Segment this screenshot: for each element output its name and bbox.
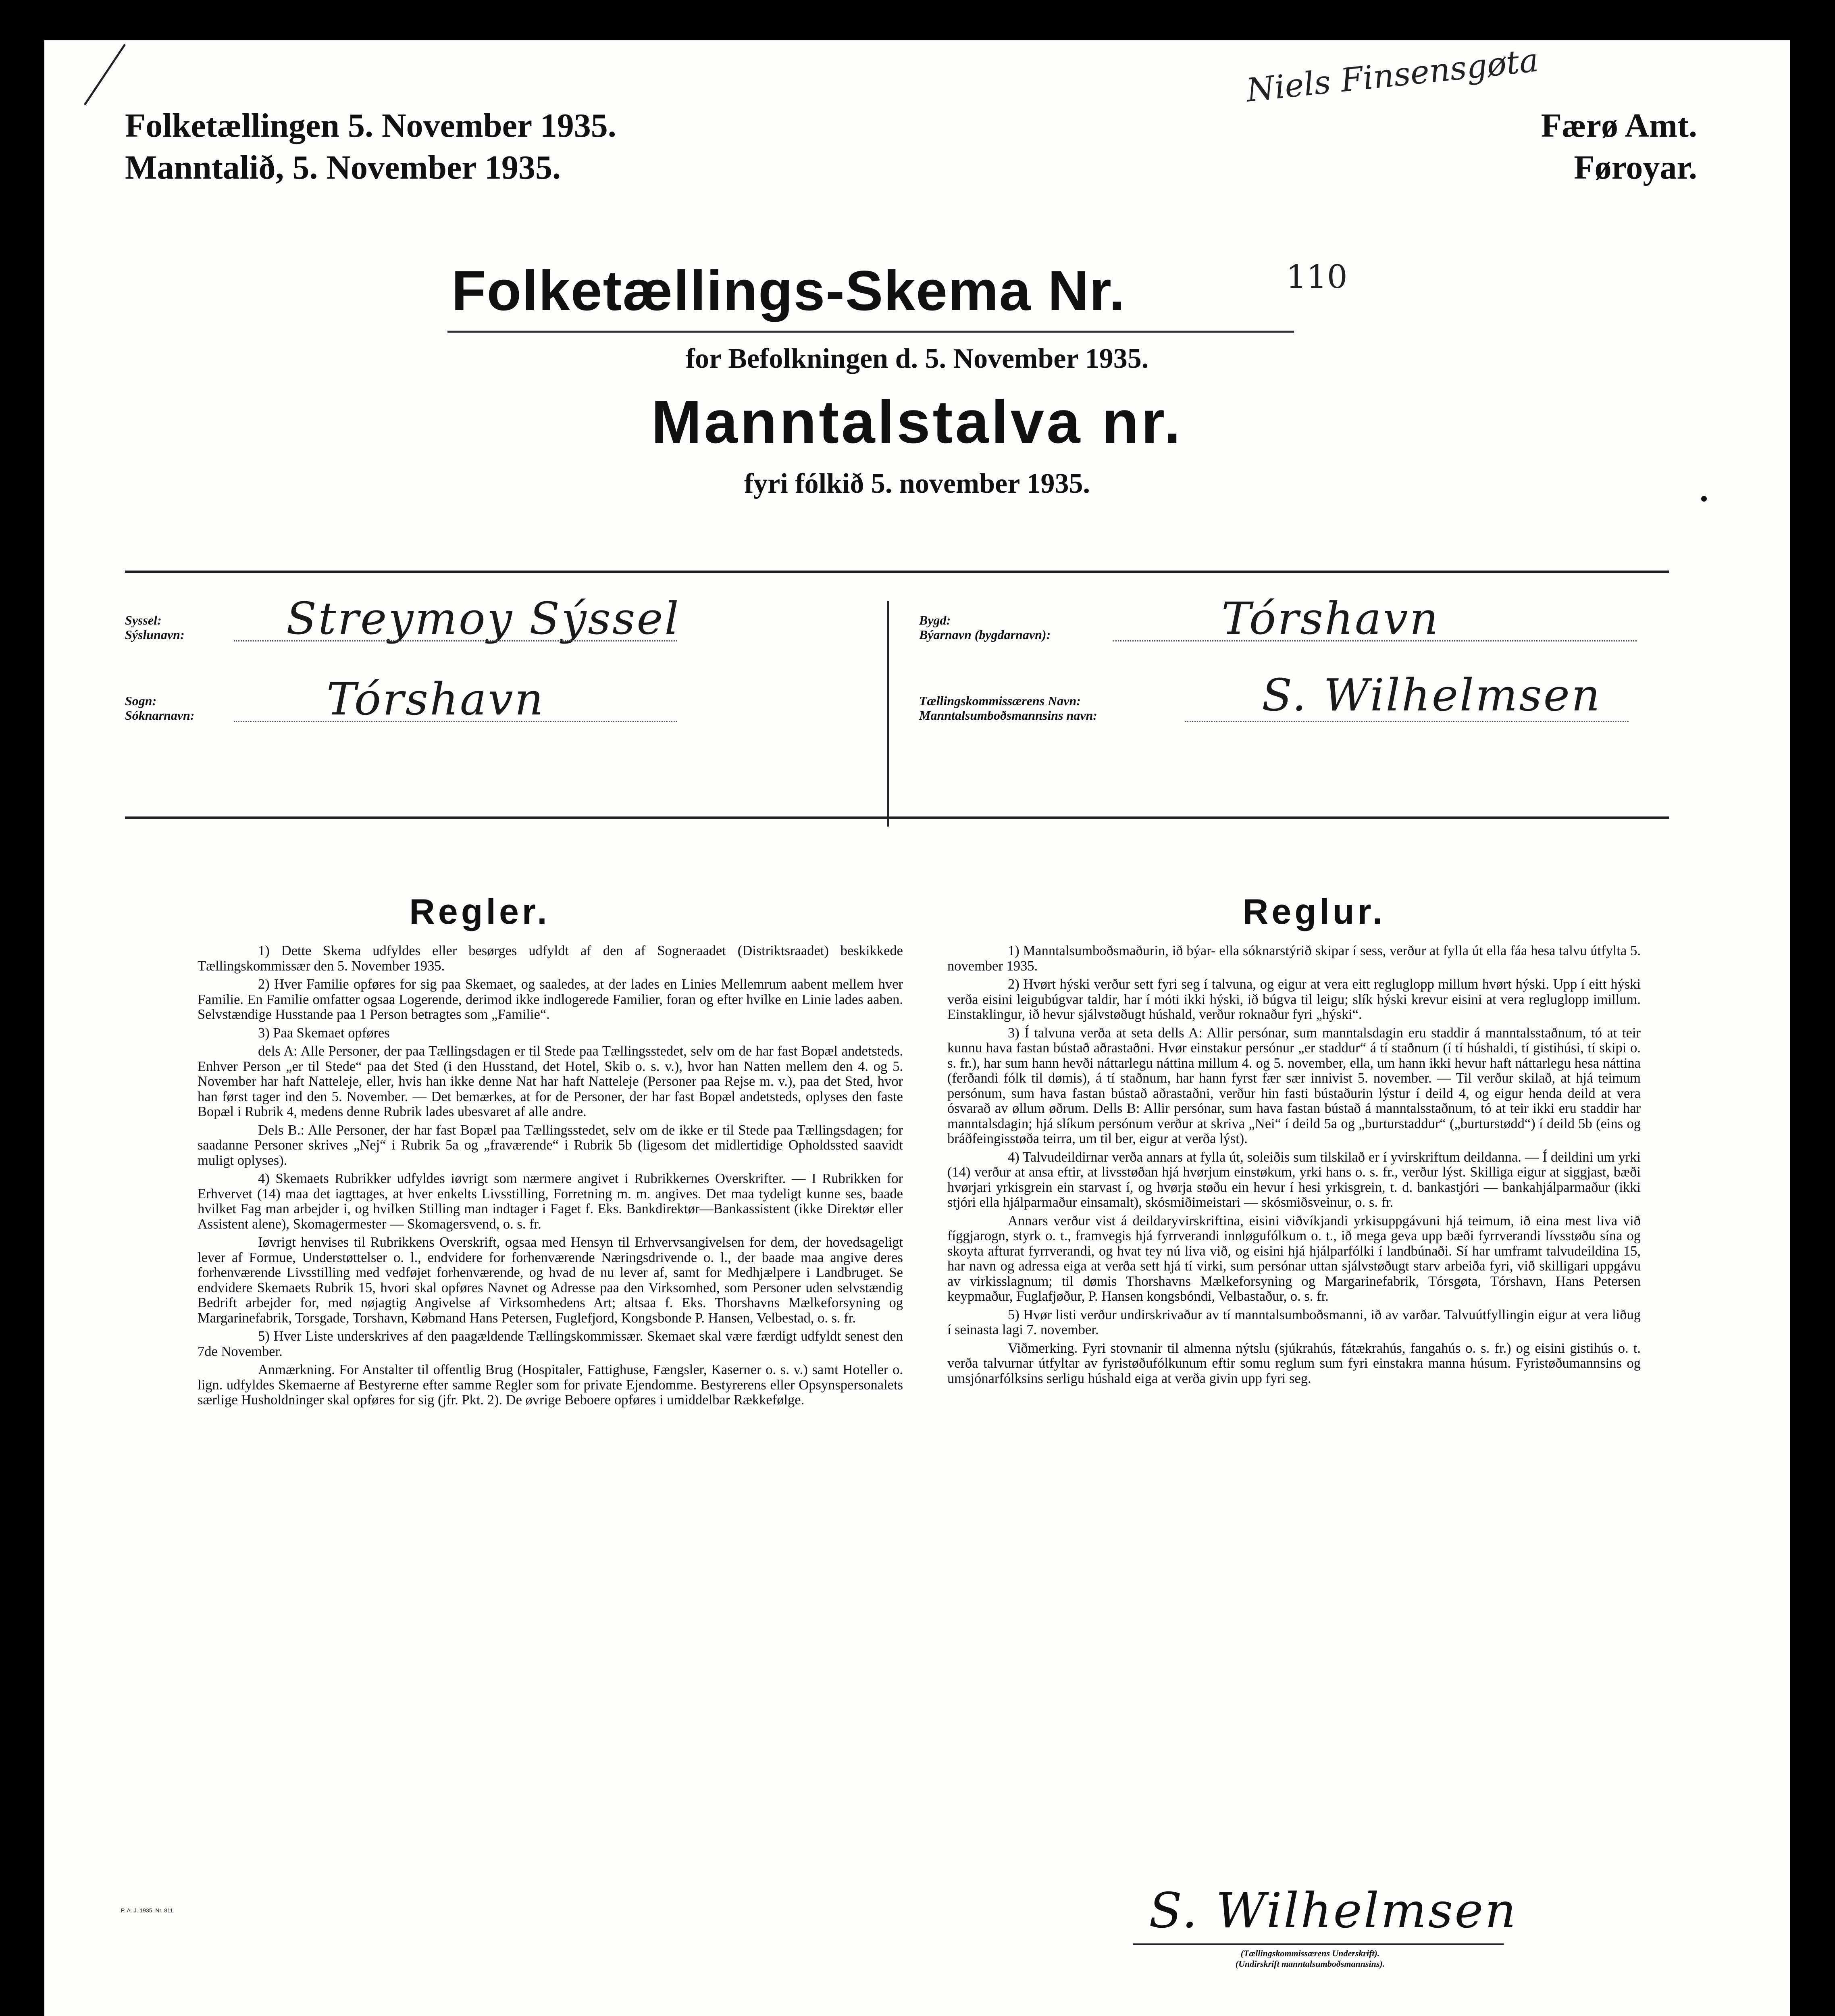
- reglur-column: [947, 943, 1641, 1389]
- kommissaer-value: S. Wilhelmsen: [1262, 669, 1602, 721]
- fields-bottom-rule: [125, 816, 1669, 819]
- title-underline: [447, 331, 1294, 333]
- header-right-line1: Færø Amt.: [1541, 107, 1697, 144]
- reglur-p3: 3) Í talvuna verða at seta dells A: Allir persónar, sum manntalsdagin eru staddir á manntalsstaðnum, tó at teir kunnu hava fastan bústað aðrastaðni. Hvør einstakur persónur „er staddur“ á tí staðnum (í tí húshaldi, tí gistihúsi, tí skipi o. s. fr.), har sum hann hevði náttarlegu náttina millum 4. og 5. november, ella, um hann ikki hevur haft náttarlegu hesa náttina (ferðandi fólk til dømis), á tí staðnum, har hann fyrst fær sær innivist 5. november. — Til verður skilað, at hjá teimum persónum, sum hava fastan bústað aðrastaðni, verður hin fasti bústaðurin lýstur í deild 4, og eigur henda deild at vera ósvarað av øllum øðrum. Dells B: Allir persónar, sum hava fastan bústað á manntalsstaðnum, tó at teir ikki eru staddir har manntalsdagin; hjá slíkum persónum verður at skriva „Nei“ í deild 5a og „burturstaddur“ („burturstødd“) í deild 5b (eins og bráðfeingisstøða teirra, um til ber, eigur at verða lýst).: [947, 1025, 1641, 1146]
- signature: S. Wilhelmsen: [1149, 1883, 1518, 1939]
- regler-p6: Anmærkning. For Anstalter til offentlig Brug (Hospitaler, Fattighuse, Fængsler, Kaserner o. s. v.) samt Hoteller o. lign. udfyldes Skemaerne af Bestyrerne efter samme Regler som for private Ejendomme. Bestyrerens eller Opsynspersonalets særlige Husholdninger skal opføres for sig (jfr. Pkt. 2). De øvrige Beboere opføres i umiddelbar Rækkefølge.: [198, 1362, 903, 1408]
- regler-p1: 1) Dette Skema udfyldes eller besørges udfyldt af den af Sogneraadet (Distriktsraadet) beskikkede Tællingskommissær den 5. November 1935.: [198, 943, 903, 974]
- handwritten-street: Niels Finsensgøta: [1244, 41, 1540, 109]
- reglur-p5: 5) Hvør listi verður undirskrivaður av tí manntalsumboðsmanni, ið av varðar. Talvuútfyllingin eigur at vera liðug í seinasta lagi 7. november.: [947, 1307, 1641, 1337]
- form-subtitle: for Befolkningen d. 5. November 1935.: [685, 343, 1149, 374]
- bygd-dotline: [1113, 639, 1637, 641]
- reglur-heading: Reglur.: [1242, 891, 1386, 931]
- syssel-dotline: [234, 639, 677, 641]
- sogn-value: Tórshavn: [327, 673, 545, 725]
- header-left-line2: Manntalið, 5. November 1935.: [125, 149, 561, 186]
- sogn-dotline: [234, 720, 677, 722]
- print-code: P. A. J. 1935. Nr. 811: [121, 1907, 173, 1914]
- form-subtitle-faroese: fyri fólkið 5. november 1935.: [744, 468, 1090, 499]
- regler-p4b: Iøvrigt henvises til Rubrikkens Overskrift, ogsaa med Hensyn til Erhvervsangivelsen for dem, der hovedsageligt lever af Formue, Understøttelser o. l., endvidere for forhenværende Næringsdrivende o. l., der baade maa angive deres forhenværende Livsstilling med vedføjet forhenværende, og hvad de nu lever af, samt for Medhjælpere i Landbruget. Se endvidere Skemaets Rubrik 15, hvori skal opføres Navnet og Adresse paa den Virksomhed, som Personer uden selvstændig Bedrift arbejder for, med nøjagtig Angivelse af Virksomhedens Art; altsaa f. Eks. Thorshavns Mælkeforsyning og Margarinefabrik, Torsgade, Torshavn, Købmand Hans Petersen, Fuglefjord, Kongsbonde P. Hansen, Velbestad, o. s. fr.: [198, 1235, 903, 1326]
- reglur-p2: 2) Hvørt hýski verður sett fyri seg í talvuna, og eigur at vera eitt regluglopp millum hvørt hýski. Upp í eitt hýski verða eisini leigubúgvar taldir, har í móti ikki hýski, ið búgva til leigu; slík hýski krevur eisini at vera regluglopp imillum. Einstaklingur, ið hevur sjálvstøðugt húshald, verður roknaður fyri „hýski“.: [947, 977, 1641, 1022]
- signature-caption-fo: (Undirskrift manntalsumboðsmannsins).: [1235, 1959, 1385, 1969]
- header-left: [125, 105, 616, 189]
- regler-p2: 2) Hver Familie opføres for sig paa Skemaet, og saaledes, at der lades en Linies Mellemrum aabent mellem hver Familie. En Familie omfatter ogsaa Logerende, derimod ikke indlogerede Familier, foran og efter hvilke en Linie lades aaben. Selvstændige Husstande paa 1 Person betragtes som „Familie“.: [198, 977, 903, 1022]
- form-title-faroese: Manntalstalva nr.: [651, 388, 1183, 456]
- sogn-label-da: Sogn:: [125, 694, 157, 708]
- regler-p3: 3) Paa Skemaet opføres: [258, 1025, 390, 1041]
- kommissaer-dotline: [1185, 720, 1629, 722]
- fields-divider: [887, 601, 889, 827]
- bygd-value: Tórshavn: [1221, 593, 1440, 644]
- regler-p4: 4) Skemaets Rubrikker udfyldes iøvrigt som nærmere angivet i Rubrikkernes Overskrifter. — I Rubrikken for Erhvervet (14) maa det iagttages, at hver enkelts Livsstilling, Forretning m. m. angives. Det maa tydeligt kunne ses, baade hvilket Fag man arbejder i, og hvilken Stilling man indtager i Faget f. Eks. Bankdirektør—Bankassistent (ikke Direktør eller Assistent alene), Skomagermester — Skomagersvend, o. s. fr.: [198, 1171, 903, 1232]
- syssel-value: Streymoy Sýssel: [286, 593, 680, 644]
- header-right-line2: Føroyar.: [1574, 149, 1697, 186]
- reglur-p4b: Annars verður vist á deildaryvirskriftina, eisini viðvíkjandi yrkisuppgávuni hjá teimum, ið eina mest liva við fíggjarogn, styrk o. t., framvegis hjá fyrrverandi innløgufólkum o. t., ið mega geva upp bæði fyrrverandi lívsstøðu sína og skoyta afturat fyrrverandi, og hvat tey nú liva við, og eisini hjá hjálparfólki í landbúnaði. Sí har umframt talvudeildina 15, har navn og adressa eiga at verða sett hjá tí virki, sum persónar uttan sjálvstøðugt starv arbeiða fyri, við skilligari uppgávu av virkisslagnum; til dømis Thorshavns Mælkeforsyning og Margarinefabrik, Tórsgøta, Tórshavn, Hans Petersen keypmaður, Fuglafjøður, P. Hansen kongsbóndi, Velbastaður, o. s. fr.: [947, 1213, 1641, 1304]
- signature-line: [1133, 1943, 1504, 1945]
- bygd-label-da: Bygd:: [919, 613, 951, 627]
- header-right: [1541, 105, 1697, 189]
- pen-stroke-mark: [77, 40, 133, 121]
- regler-p5: 5) Hver Liste underskrives af den paagældende Tællingskommissær. Skemaet skal være færdigt udfyldt senest den 7de November.: [198, 1329, 903, 1359]
- ink-dot: [1701, 496, 1707, 502]
- reglur-p6: Viðmerking. Fyri stovnanir til almenna nýtslu (sjúkrahús, fátækrahús, fangahús o. s. fr.) og eisini gistihús o. t. verða talvurnar útfyltar av fyristøðufólkunum eftir somu reglum sum fyri einstakra manna húsum. Fyristøðumannsins og umsjónarfólksins serligu húshald eiga at verða givin upp fyri seg.: [947, 1340, 1641, 1386]
- sogn-label: [125, 694, 195, 723]
- reglur-p1: 1) Manntalsumboðsmaðurin, ið býar- ella sóknarstýrið skipar í sess, verður at fylla út ella fáa hesa talvu útfylta 5. november 1935.: [947, 943, 1641, 974]
- kommissaer-label: [919, 694, 1097, 723]
- bygd-label: [919, 613, 1051, 642]
- syssel-label: [125, 613, 185, 642]
- bygd-label-fo: Býarnavn (bygdarnavn):: [919, 627, 1051, 642]
- kommissaer-label-da: Tællingskommissærens Navn:: [919, 694, 1081, 708]
- form-title: Folketællings-Skema Nr.: [451, 259, 1126, 322]
- regler-p3b: Dels B.: Alle Personer, der har fast Bopæl paa Tællingsstedet, selv om de ikke er til Stede paa Tællingsdagen; for saadanne Personer skrives „Nej“ i Rubrik 5a og „fraværende“ i Rubrik 5b (ligesom det midlertidige Opholdssted saavidt muligt oplyses).: [198, 1122, 903, 1168]
- form-number: 110: [1286, 258, 1348, 296]
- kommissaer-label-fo: Manntalsumboðsmannsins navn:: [919, 708, 1097, 723]
- syssel-label-fo: Sýslunavn:: [125, 627, 185, 642]
- signature-caption: [1109, 1948, 1512, 1969]
- reglur-p4: 4) Talvudeildirnar verða annars at fylla út, soleiðis sum tilskilað er í yvirskriftum deildanna. — Í deildini um yrki (14) verður at ansa eftir, at livsstøðan hjá hvørjum einstøkum, yrki hans o. s. fr., verður lýst. Skilliga eigur at siggjast, bæði hvørjari yrkisgrein ein starvast í, og hvørja støðu ein hevur í hesi yrkisgrein, t. d. bankastjóri — bankahjálparmaður (ikki stjóri ella hjálparmaður einsamalt), skósmiðimeistari — skósmiðsveinur, o. s. fr.: [947, 1149, 1641, 1210]
- census-form-page: [44, 40, 1790, 2016]
- regler-heading: Regler.: [409, 891, 550, 931]
- signature-caption-da: (Tællingskommissærens Underskrift).: [1240, 1948, 1380, 1958]
- regler-column: [198, 943, 903, 1411]
- regler-p3a: dels A: Alle Personer, der paa Tællingsdagen er til Stede paa Tællingsstedet, selv om de har fast Bopæl andetsteds. Enhver Person „er til Stede“ paa det Sted (i den Husstand, det Hotel, Skib o. s. v.), hvor han Natten mellem den 4. og 5. November har haft Natteleje, eller, hvis han ikke denne Nat har haft Natteleje (Personer paa Rejse m. v.), paa det Sted, hvor han først tager ind den 5. November. — Det bemærkes, at for de Personer, der har fast Bopæl andetsteds, oplyses den faste Bopæl i Rubrik 4, medens denne Rubrik lades ubesvaret af alle andre.: [198, 1043, 903, 1119]
- header-left-line1: Folketællingen 5. November 1935.: [125, 107, 616, 144]
- sogn-label-fo: Sóknarnavn:: [125, 708, 195, 723]
- fields-top-rule: [125, 571, 1669, 573]
- syssel-label-da: Syssel:: [125, 613, 162, 627]
